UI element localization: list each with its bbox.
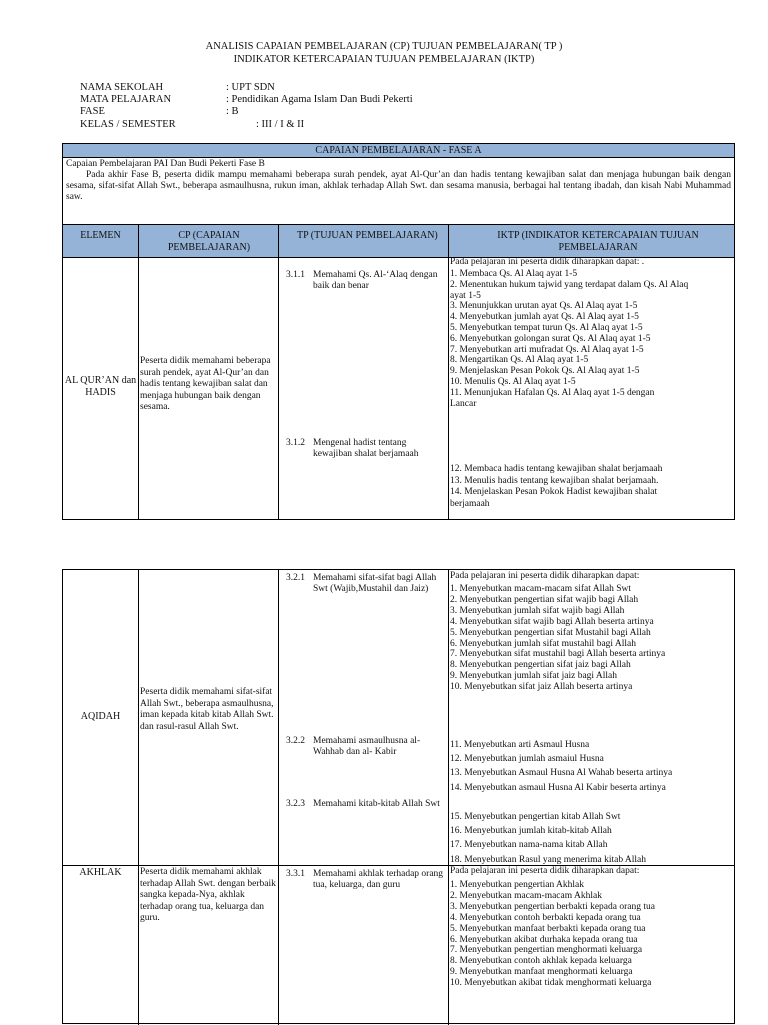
meta-label: FASE xyxy=(80,106,105,117)
tp-number: 3.2.1 xyxy=(286,573,305,583)
tp-text: Memahami sifat-sifat bagi Allah Swt (Wajib,Mustahil dan Jaiz) xyxy=(313,573,437,594)
meta-value: : UPT SDN xyxy=(226,82,275,93)
cp-box-heading: CAPAIAN PEMBELAJARAN - FASE A xyxy=(63,144,734,158)
tp-number: 3.1.2 xyxy=(286,438,305,448)
elemen-alquran: AL QUR’AN dan HADIS xyxy=(64,375,137,398)
iktp-item: 7. Menyebutkan arti mufradat Qs. Al Alaq ayat 1-5 xyxy=(450,344,644,355)
document-title-line1: ANALISIS CAPAIAN PEMBELAJARAN (CP) TUJUAN PEMBELAJARAN( TP ) xyxy=(205,41,563,52)
iktp-item: 7. Menyebutkan pengertian menghormati keluarga xyxy=(450,945,643,956)
iktp-item: 4. Menyebutkan contoh berbakti kepada orang tua xyxy=(450,912,641,923)
iktp-item: 6. Menyebutkan jumlah sifat mustahil bagi Allah xyxy=(450,638,637,649)
iktp-intro: Pada pelajaran ini peserta didik diharapkan dapat: xyxy=(450,866,640,876)
cp-box-line1: Capaian Pembelajaran PAI Dan Budi Pekerti Fase B xyxy=(66,159,265,169)
iktp-item: 3. Menunjukkan urutan ayat Qs. Al Alaq ayat 1-5 xyxy=(450,301,638,312)
iktp-item: 2. Menyebutkan macam-macam Akhlak xyxy=(450,890,602,901)
iktp-item: 15. Menyebutkan pengertian kitab Allah Swt xyxy=(450,812,621,822)
iktp-item: 3. Menyebutkan jumlah sifat wajib bagi Allah xyxy=(450,605,625,616)
tp-text: Memahami Qs. Al-‘Alaq dengan baik dan benar xyxy=(313,270,438,291)
iktp-intro: Pada pelajaran ini peserta didik diharapkan dapat: . xyxy=(450,257,645,267)
iktp-item: 10. Menyebutkan sifat jaiz Allah beserta artinya xyxy=(450,682,633,693)
iktp-item: 2. Menentukan hukum tajwid yang terdapat dalam Qs. Al Alaq xyxy=(450,279,689,290)
iktp-item: 10. Menyebutkan akibat tidak menghormati keluarga xyxy=(450,978,652,989)
iktp-item: 6. Menyebutkan golongan surat Qs. Al Alaq ayat 1-5 xyxy=(450,333,651,344)
meta-label: MATA PELAJARAN xyxy=(80,94,172,105)
meta-label: NAMA SEKOLAH xyxy=(80,82,164,93)
iktp-item: 13. Menyebutkan Asmaul Husna Al Wahab beserta artinya xyxy=(450,768,673,779)
iktp-item: 1. Menyebutkan pengertian Akhlak xyxy=(450,880,585,890)
iktp-item: 9. Menyebutkan manfaat menghormati keluarga xyxy=(450,967,633,978)
tp-number: 3.2.2 xyxy=(286,736,305,746)
tp-number: 3.3.1 xyxy=(286,869,305,879)
meta-value: : B xyxy=(226,106,239,117)
cp-alquran: Peserta didik memahami beberapa surah pendek, ayat Al-Qur’an dan hadis tentang kewajiban salat dan menjaga hubungan baik dengan sesama. xyxy=(140,356,271,412)
cp-aqidah: Peserta didik memahami sifat-sifat Allah Swt., beberapa asmaulhusna, iman kepada kitab kitab Allah Swt. dan rasul-rasul Allah Swt. xyxy=(140,687,274,732)
iktp-item: 14. Menyebutkan asmaul Husna Al Kabir beserta artinya xyxy=(450,782,666,793)
header-iktp: IKTP (INDIKATOR KETERCAPAIAN TUJUAN PEMBELAJARAN xyxy=(497,230,699,253)
iktp-item: 16. Menyebutkan jumlah kitab-kitab Allah xyxy=(450,826,612,837)
elemen-akhlak: AKHLAK xyxy=(79,867,122,878)
meta-label: KELAS / SEMESTER xyxy=(80,119,176,130)
table-aqidah-akhlak xyxy=(62,569,735,1024)
iktp-item: 6. Menyebutkan akibat durhaka kepada orang tua xyxy=(450,934,638,945)
header-cp: CP (CAPAIAN PEMBELAJARAN) xyxy=(167,230,251,253)
iktp-intro: Pada pelajaran ini peserta didik diharapkan dapat: xyxy=(450,571,640,581)
tp-number: 3.2.3 xyxy=(286,799,305,809)
iktp-item: 5. Menyebutkan pengertian sifat Mustahil bagi Allah xyxy=(450,627,651,638)
iktp-item: 2. Menyebutkan pengertian sifat wajib bagi Allah xyxy=(450,594,639,605)
document-title-line2: INDIKATOR KETERCAPAIAN TUJUAN PEMBELAJARAN (IKTP) xyxy=(233,54,535,65)
meta-value: : Pendidikan Agama Islam Dan Budi Pekerti xyxy=(226,94,413,105)
iktp-item: 12. Membaca hadis tentang kewajiban shalat berjamaah xyxy=(450,464,663,474)
iktp-item: 8. Mengartikan Qs. Al Alaq ayat 1-5 xyxy=(450,355,589,366)
iktp-item: 9. Menjelaskan Pesan Pokok Qs. Al Alaq ayat 1-5 xyxy=(450,366,640,377)
iktp-item: 12. Menyebutkan jumlah asmaiul Husna xyxy=(450,754,604,765)
iktp-item: 8. Menyebutkan pengertian sifat jaiz bagi Allah xyxy=(450,660,631,671)
iktp-item: 5. Menyebutkan manfaat berbakti kepada orang tua xyxy=(450,923,646,934)
iktp-item: 3. Menyebutkan pengertian berbakti kepada orang tua xyxy=(450,901,655,912)
elemen-aqidah: AQIDAH xyxy=(80,711,121,722)
iktp-item: 18. Menyebutkan Rasul yang menerima kitab Allah xyxy=(450,854,647,865)
iktp-item: 10. Menulis Qs. Al Alaq ayat 1-5 xyxy=(450,377,576,387)
tp-text: Memahami akhlak terhadap orang tua, keluarga, dan guru xyxy=(313,869,444,890)
iktp-item: 14. Menjelaskan Pesan Pokok Hadist kewajiban shalat xyxy=(450,487,658,497)
tp-text: Memahami kitab-kitab Allah Swt xyxy=(313,799,440,809)
tp-text: Mengenal hadist tentang kewajiban shalat berjamaah xyxy=(313,438,419,459)
iktp-item: 17. Menyebutkan nama-nama kitab Allah xyxy=(450,840,608,851)
iktp-item: 4. Menyebutkan jumlah ayat Qs. Al Alaq ayat 1-5 xyxy=(450,312,639,323)
header-elemen: ELEMEN xyxy=(80,230,121,241)
iktp-item: 13. Menulis hadis tentang kewajiban shalat berjamaah. xyxy=(450,475,659,486)
iktp-item: berjamaah xyxy=(450,498,490,509)
iktp-item: 11. Menyebutkan arti Asmaul Husna xyxy=(450,740,590,750)
iktp-item: 5. Menyebutkan tempat turun Qs. Al Alaq ayat 1-5 xyxy=(450,323,643,333)
iktp-item: 1. Membaca Qs. Al Alaq ayat 1-5 xyxy=(450,269,578,279)
meta-value: : III / I & II xyxy=(256,119,305,130)
iktp-item: ayat 1-5 xyxy=(450,290,481,301)
tp-text: Memahami asmaulhusna al-Wahhab dan al- Kabir xyxy=(313,736,421,757)
cp-box-body: Pada akhir Fase B, peserta didik mampu memahami beberapa surah pendek, ayat Al-Qur’an dan hadis tentang kewajiban salat dan menjaga hubungan baik dengan sesama, sifat-sifat Allah Swt., beberapa asmaulhusna, rukun iman, akhlak terhadap Allah Swt. dan sesama manusia, berbagai hal tentang ibadah, dan kisah Nabi Muhammad saw. xyxy=(66,170,731,202)
header-tp: TP (TUJUAN PEMBELAJARAN) xyxy=(297,230,438,241)
iktp-item: 4. Menyebutkan sifat wajib bagi Allah beserta artinya xyxy=(450,616,654,627)
iktp-item: 7. Menyebutkan sifat mustahil bagi Allah beserta artinya xyxy=(450,649,666,660)
table-alquran xyxy=(62,224,735,520)
iktp-item: 9. Menyebutkan jumlah sifat jaiz bagi Allah xyxy=(450,671,618,682)
cp-akhlak: Peserta didik memahami akhlak terhadap Allah Swt. dengan berbaik sangka kepada-Nya, akhlak terhadap orang tua, keluarga dan guru. xyxy=(140,867,276,923)
iktp-item: Lancar xyxy=(450,398,477,409)
iktp-item: 8. Menyebutkan contoh akhlak kepada keluarga xyxy=(450,956,632,967)
tp-number: 3.1.1 xyxy=(286,270,305,280)
iktp-item: 1. Menyebutkan macam-macam sifat Allah Swt xyxy=(450,584,631,594)
iktp-item: 11. Menunjukan Hafalan Qs. Al Alaq ayat 1-5 dengan xyxy=(450,387,655,398)
